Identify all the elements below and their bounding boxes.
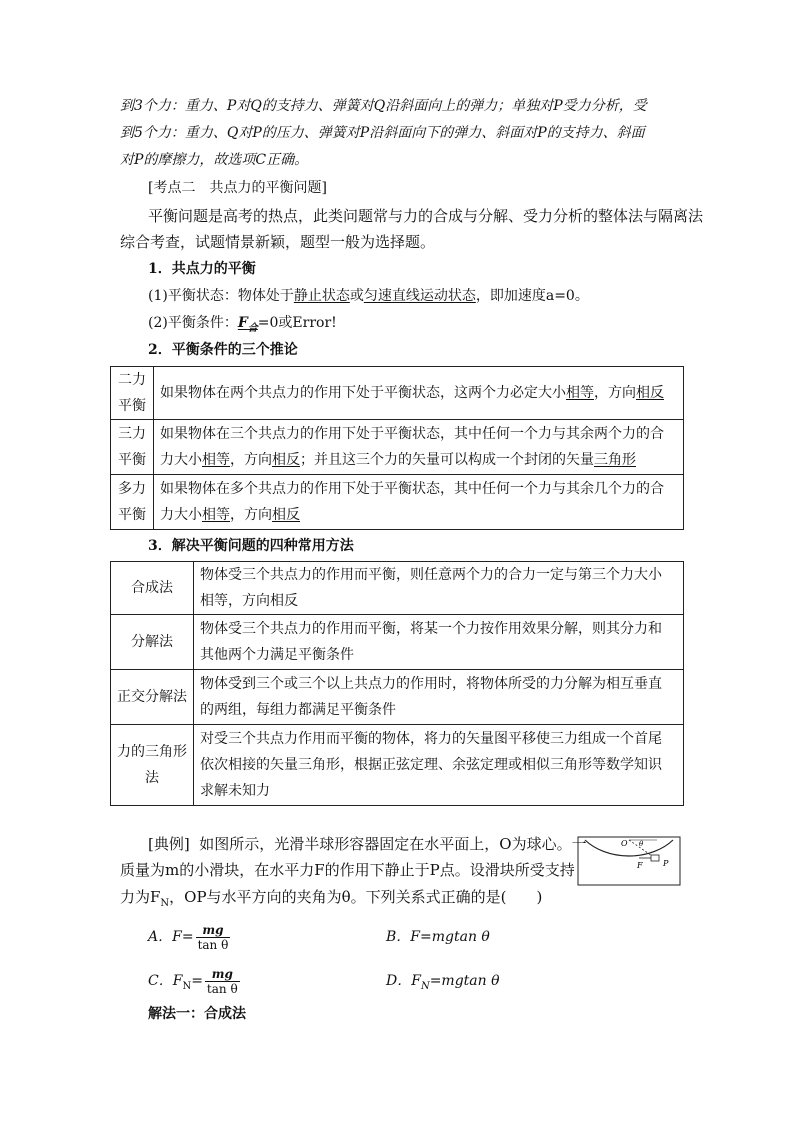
method-name: 分解法 (111, 615, 194, 670)
label-theta: θ (639, 840, 644, 848)
intro-line-2: 到5个力：重力、Q对P的压力、弹簧对P沿斜面向下的弹力、斜面对P的支持力、斜面 (120, 125, 645, 141)
p1-uniform-motion: 匀速直线运动状态 (363, 288, 476, 304)
paragraph-balance-state (148, 286, 589, 306)
example-line-1: [典例] 如图所示，光滑半球形容器固定在水平面上，O为球心。一 (148, 835, 587, 853)
option-a: A．F= $\frac{mg}{\text{tan θ}}$ (148, 922, 229, 952)
label-O: O (621, 839, 628, 848)
table-row (111, 725, 684, 806)
option-b: B．F=mgtan θ (386, 929, 490, 945)
inferences-table (110, 366, 684, 530)
p2-force-symbol (237, 315, 258, 334)
method-name: 合成法 (111, 562, 194, 615)
label-F: F (637, 861, 643, 870)
p1-mid: 或 (349, 288, 364, 304)
heading-3: 3．解决平衡问题的四种常用方法 (148, 538, 354, 554)
method-name: 正交分解法 (111, 670, 194, 725)
heading-2: 2．平衡条件的三个推论 (148, 342, 298, 358)
option-c: C．$F_N=$ $\frac{mg}{\text{tan θ}}$ (148, 966, 238, 996)
section-heading: [考点二 共点力的平衡问题] (148, 180, 327, 196)
table-row (111, 670, 684, 725)
option-d: D．$F_N=mgtan$ θ (386, 973, 500, 992)
intro-line-3: 对P的摩擦力，故选项C正确。 (120, 152, 309, 168)
row-key: 二力 平衡 (111, 367, 154, 420)
method-text: 物体受三个共点力的作用而平衡，则任意两个力的合力一定与第三个力大小 相等，方向相反 (194, 562, 684, 615)
method-text: 物体受到三个或三个以上共点力的作用时，将物体所受的力分解为相互垂直 的两组，每组力都满足平衡条件 (194, 670, 684, 725)
row-key: 多力 平衡 (111, 475, 154, 530)
paragraph-balance-condition (148, 313, 337, 339)
hemisphere-figure (577, 836, 681, 886)
row-text: 如果物体在三个共点力的作用下处于平衡状态，其中任何一个力与其余两个力的合 力大小相等，方向相反；并且这三个力的矢量可以构成一个封闭的矢量三角形 (154, 420, 684, 475)
solution-heading: 解法一：合成法 (148, 1006, 246, 1022)
method-name: 力的三角形 法 (111, 725, 194, 806)
method-text: 对受三个共点力作用而平衡的物体，将力的矢量图平移使三力组成一个首尾 依次相接的矢量三角形，根据正弦定理、余弦定理或相似三角形等数学知识 求解未知力 (194, 725, 684, 806)
fraction: $\frac{mg}{\text{tan θ}}$ (197, 922, 229, 952)
label-P: P (663, 859, 669, 868)
table-row (111, 420, 684, 475)
row-text: 如果物体在两个共点力的作用下处于平衡状态，这两个力必定大小相等，方向相反 (154, 367, 684, 420)
slider-block (651, 855, 659, 861)
methods-table (110, 561, 684, 806)
table-row (111, 367, 684, 420)
p2-F: F (237, 315, 248, 331)
fraction: $\frac{mg}{\text{tan θ}}$ (206, 966, 238, 996)
section-para-1: 平衡问题是高考的热点，此类问题常与力的合成与分解、受力分析的整体法与隔离法 (148, 207, 704, 225)
row-key: 三力 平衡 (111, 420, 154, 475)
hemisphere-arc (585, 840, 673, 856)
p1-suffix: ，即加速度a=0。 (475, 288, 589, 304)
heading-1: 1．共点力的平衡 (148, 261, 256, 277)
row-text: 如果物体在多个共点力的作用下处于平衡状态，其中任何一个力与其余几个力的合 力大小相等，方向相反 (154, 475, 684, 530)
example-line-2: 质量为m的小滑块，在水平力F的作用下静止于P点。设滑块所受支持 (120, 861, 575, 879)
method-text: 物体受三个共点力的作用而平衡，将某一个力按作用效果分解，则其分力和 其他两个力满足平衡条件 (194, 615, 684, 670)
p1-prefix: (1)平衡状态：物体处于 (148, 288, 294, 304)
p2-sub: 合 (247, 322, 258, 334)
section-para-2: 综合考查，试题情景新颖，题型一般为选择题。 (120, 233, 436, 251)
p2-prefix: (2)平衡条件： (148, 315, 238, 331)
intro-line-1: 到3个力：重力、P对Q的支持力、弹簧对Q沿斜面向上的弹力；单独对P受力分析，受 (120, 98, 647, 114)
example-line-3: 力为$F_N$，OP与水平方向的夹角为θ。下列关系式正确的是( ) (120, 888, 543, 909)
example-tag: [典例] (148, 835, 190, 853)
table-row (111, 562, 684, 615)
p1-static-state: 静止状态 (293, 288, 350, 304)
table-row (111, 475, 684, 530)
p2-suffix: =0或Error! (257, 315, 337, 331)
table-row (111, 615, 684, 670)
